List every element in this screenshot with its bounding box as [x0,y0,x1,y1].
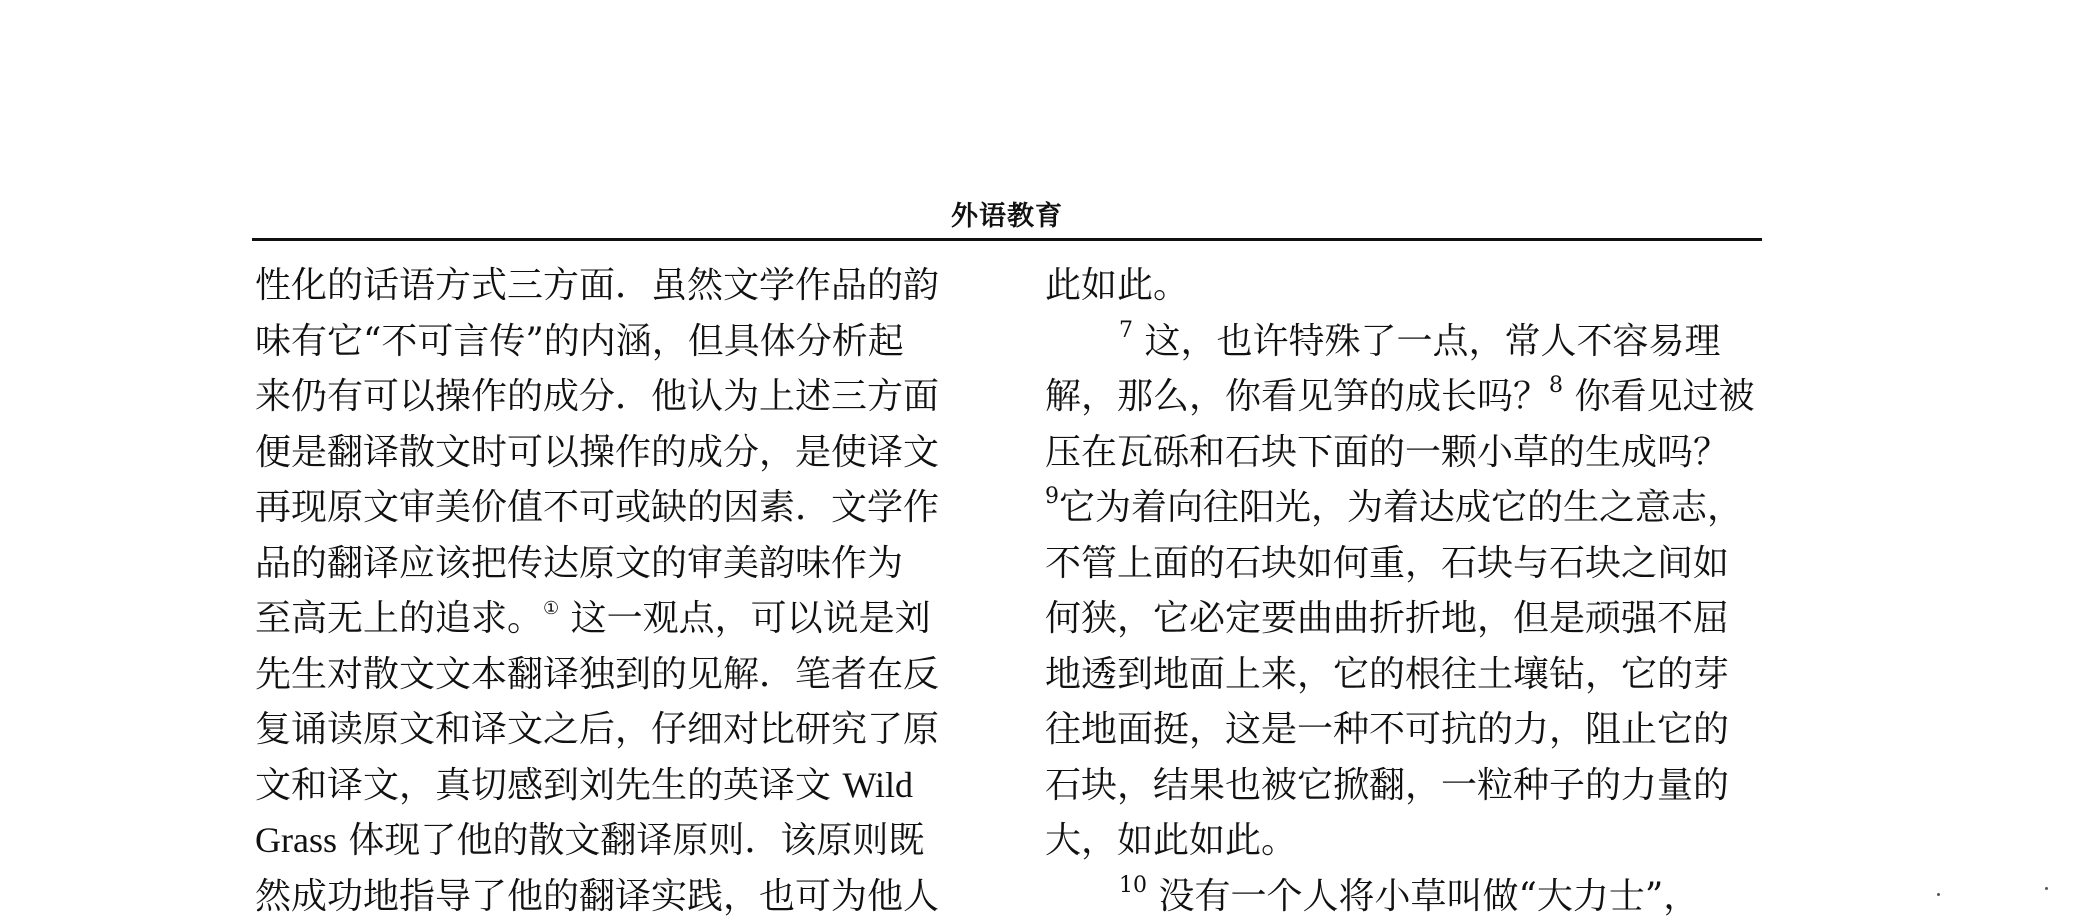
text-line [1045,480,1765,536]
text-line: 复诵读原文和译文之后，仔细对比研究了原 [255,702,975,758]
sentence-number: 8 [1549,373,1563,398]
footnote-marker: ① [543,598,559,619]
text-line: 先生对散文文本翻译独到的见解．笔者在反 [255,647,975,703]
line-segment: 这，也许特殊了一点，常人不容易理 [1133,321,1720,362]
right-text-column [1045,258,1765,924]
text-line: 往地面挺，这是一种不可抗的力，阻止它的 [1045,702,1765,758]
left-text-column [255,258,975,924]
line-segment: 文和译文，真切感到刘先生的英译文 [255,765,842,806]
text-line [255,758,975,814]
scan-speck [1937,893,1940,896]
text-line: 压在瓦砾和石块下面的一颗小草的生成吗？ [1045,425,1765,481]
text-line: 味有它“不可言传”的内涵，但具体分析起 [255,314,975,370]
scan-speck [2045,887,2048,890]
line-segment: 没有一个人将小草叫做“大力士”， [1147,876,1699,917]
text-line: 性化的话语方式三方面．虽然文学作品的韵 [255,258,975,314]
text-line: 然成功地指导了他的翻译实践，也可为他人 [255,869,975,924]
text-line: 何狭，它必定要曲曲折折地，但是顽强不屈 [1045,591,1765,647]
text-line [255,813,975,869]
running-header [252,190,1762,241]
line-segment: 解，那么，你看见笋的成长吗？ [1045,376,1549,417]
line-segment: 你看见过被 [1563,376,1754,417]
line-segment: 它为着向往阳光，为着达成它的生之意志， [1059,487,1743,528]
line-segment: 这一观点，可以说是刘 [559,598,930,639]
text-line: 地透到地面上来，它的根往土壤钻，它的芽 [1045,647,1765,703]
journal-title: 外语教育 [252,194,1762,233]
text-line: 再现原文审美价值不可或缺的因素．文学作 [255,480,975,536]
line-segment: 体现了他的散文翻译原则．该原则既 [337,820,924,861]
text-line [255,591,975,647]
text-line [1045,369,1765,425]
sentence-number: 10 [1119,873,1147,898]
text-line [1045,869,1765,924]
sentence-number: 7 [1119,318,1133,343]
text-line: 品的翻译应该把传达原文的审美韵味作为 [255,536,975,592]
text-line: 便是翻译散文时可以操作的成分，是使译文 [255,425,975,481]
text-line: 不管上面的石块如何重，石块与石块之间如 [1045,536,1765,592]
text-line [1045,314,1765,370]
book-title-part: Wild [842,765,913,805]
text-line: 来仍有可以操作的成分．他认为上述三方面 [255,369,975,425]
text-line: 石块，结果也被它掀翻，一粒种子的力量的 [1045,758,1765,814]
line-segment: 至高无上的追求。 [255,598,543,639]
text-line: 此如此。 [1045,258,1765,314]
text-line: 大，如此如此。 [1045,813,1765,869]
book-title-part: Grass [255,820,337,860]
sentence-number: 9 [1045,484,1059,509]
